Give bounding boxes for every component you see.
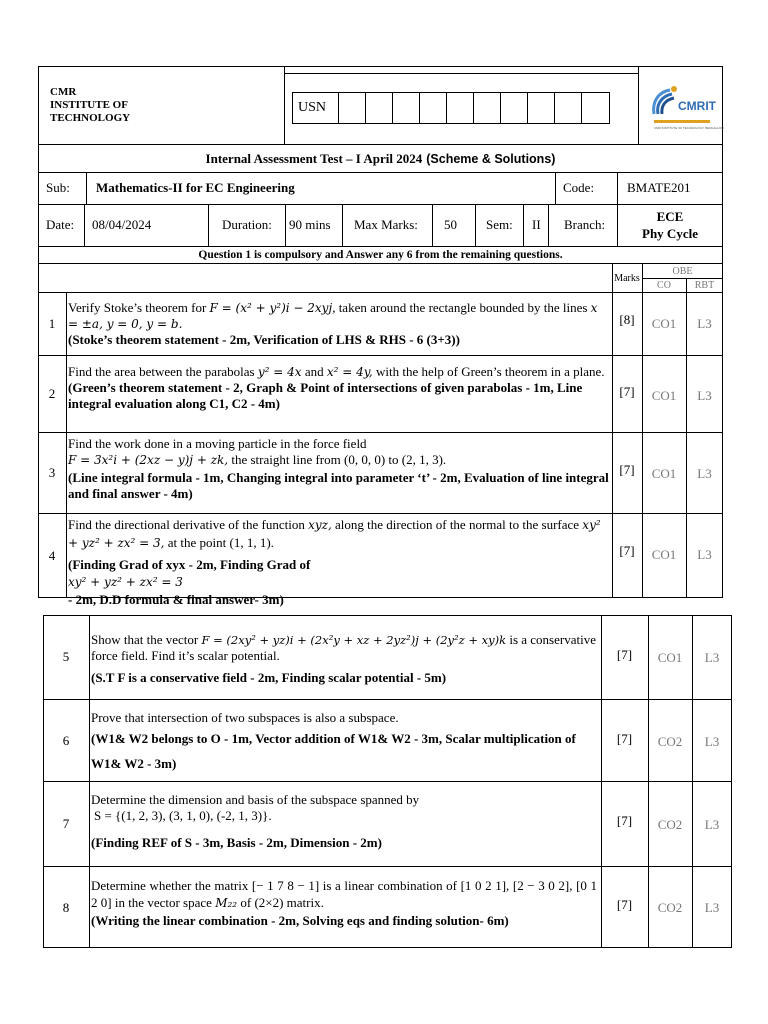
question-math: F = (2xy² + yz)i + (2x²y + xz + 2yz²)j + (2y²z + xy)k: [201, 633, 507, 647]
question-math: xyz,: [308, 518, 332, 532]
question-co: CO2: [657, 734, 683, 749]
question-co: CO1: [651, 388, 677, 403]
question-number: 6: [62, 732, 70, 748]
svg-text:CMR INSTITUTE OF TECHNOLOGY, B: CMR INSTITUTE OF TECHNOLOGY, BENGALURU: [654, 126, 724, 130]
question-math: M₂₂: [215, 896, 238, 910]
marking-scheme: (Finding REF of S - 3m, Basis - 2m, Dimension - 2m): [91, 835, 382, 850]
question-number: 3: [48, 465, 56, 480]
institute-line: CMR: [50, 86, 77, 98]
sub-label: Sub:: [46, 180, 70, 195]
question-math: F = 3x²i + (2xz − y)j + zk,: [68, 453, 229, 467]
code-label: Code:: [563, 180, 595, 195]
question-text: Determine whether the matrix [− 1 7 8 − 1] is a linear combination of [1 0 2 1], [2 − 3 0 2], [0 1 2 0] in the vector space M₂₂ of (2×2) matrix. (Writing the linear combination - 2m, Solving eqs and finding solution- 6m): [91, 878, 597, 928]
question-marks: [7]: [616, 731, 633, 746]
question-math: y² = 4x: [257, 365, 302, 379]
question-text: Verify Stoke’s theorem for F = (x² + y²)i − 2xyj, taken around the rectangle bounded by the lines x = ±a, y = 0, y = b. (Stoke’s theorem statement - 2m, Verification of LHS & RHS - 6 (3+3)): [68, 300, 611, 348]
question-text: Find the work done in a moving particle in the force field F = 3x²i + (2xz − y)j + zk, the straight line from (0, 0, 0) to (2, 1, 3). (Line integral formula - 1m, Changing integral into parameter ‘t’ - 2m, Evaluation of line integral and final answer - 4m): [68, 436, 611, 502]
date-value: 08/04/2024: [92, 217, 152, 232]
question-co: CO1: [651, 316, 677, 331]
marking-scheme: (Finding Grad of xyx - 2m, Finding Grad of: [68, 557, 311, 572]
usn-box: [292, 92, 610, 124]
question-marks: [8]: [619, 312, 635, 327]
question-co: CO2: [657, 817, 683, 832]
branch-value: [617, 208, 723, 242]
question-number: 8: [62, 899, 70, 915]
subject-name: Mathematics-II for EC Engineering: [96, 180, 295, 195]
institute-name: [50, 86, 130, 125]
question-rbt: L3: [697, 547, 712, 562]
marking-scheme: (Line integral formula - 1m, Changing integral into parameter ‘t’ - 2m, Evaluation of line integral and final answer - 4m): [68, 470, 609, 501]
test-title-suffix: (Scheme & Solutions): [426, 151, 556, 166]
question-math: xy² + yz² + zx² = 3,: [68, 518, 601, 550]
question-number: 5: [62, 649, 70, 664]
duration-value: 90 mins: [289, 217, 331, 232]
marking-scheme: (Stoke’s theorem statement - 2m, Verification of LHS & RHS - 6 (3+3)): [68, 332, 460, 347]
question-marks: [7]: [616, 813, 633, 828]
obe-column-header: OBE: [672, 265, 693, 277]
question-co: CO1: [651, 466, 677, 481]
question-number: 1: [48, 316, 56, 331]
institute-line: INSTITUTE OF: [50, 99, 128, 111]
duration-label: Duration:: [222, 217, 272, 232]
question-marks: [7]: [619, 543, 635, 558]
sem-label: Sem:: [486, 217, 513, 232]
question-math: x² = 4y,: [326, 365, 373, 379]
cmrit-logo: [644, 80, 724, 134]
instruction: Question 1 is compulsory and Answer any 6 from the remaining questions.: [198, 249, 563, 261]
question-rbt: L3: [704, 900, 720, 915]
question-co: CO1: [651, 547, 677, 562]
question-rbt: L3: [704, 734, 720, 749]
marking-scheme: (S.T F is a conservative field - 2m, Finding scalar potential - 5m): [91, 670, 447, 685]
branch-line: ECE: [656, 209, 684, 224]
question-marks: [7]: [619, 462, 635, 477]
cmrit-logo-icon: [644, 80, 724, 134]
svg-text:CMRIT: CMRIT: [678, 99, 716, 113]
question-rbt: L3: [697, 388, 712, 403]
question-marks: [7]: [619, 384, 635, 399]
test-title: [38, 145, 723, 172]
question-text: Prove that intersection of two subspaces is also a subspace. (W1& W2 belongs to O - 1m, Vector addition of W1& W2 - 3m, Scalar multiplication of W1& W2 - 3m): [91, 710, 601, 776]
sem-value: II: [532, 217, 541, 232]
date-label: Date:: [46, 217, 75, 232]
question-number: 4: [48, 548, 56, 563]
branch-label: Branch:: [564, 217, 606, 232]
rbt-column-header: RBT: [694, 280, 715, 291]
marking-scheme: (Writing the linear combination - 2m, Solving eqs and finding solution- 6m): [91, 913, 509, 928]
question-rbt: L3: [704, 817, 720, 832]
marking-scheme: (Green’s theorem statement - 2, Graph & Point of intersections of given parabolas - 1m, Line integral evaluation along C1, C2 - 4m): [68, 380, 583, 411]
question-text: Find the directional derivative of the function xyz, along the direction of the normal to the surface xy² + yz² + zx² = 3, at the point (1, 1, 1). (Finding Grad of xyx - 2m, Finding Grad of xy² + yz² + zx² = 3 - 2m, D.D formula & final answer- 3m): [68, 516, 611, 608]
question-rbt: L3: [697, 316, 712, 331]
question-marks: [7]: [616, 897, 633, 912]
max-marks-value: 50: [444, 217, 457, 232]
usn-label: USN: [298, 100, 327, 115]
question-rbt: L3: [704, 650, 720, 665]
question-text: Show that the vector F = (2xy² + yz)i + (2x²y + xz + 2yz²)j + (2y²z + xy)k is a conservative force field. Find it’s scalar potential. (S.T F is a conservative field - 2m, Finding scalar potential - 5m): [91, 632, 599, 686]
question-co: CO2: [657, 900, 683, 915]
question-marks: [7]: [616, 647, 633, 662]
question-number: 2: [48, 386, 56, 401]
question-math: x = ±a, y = 0, y = b.: [68, 301, 598, 331]
branch-line: Phy Cycle: [642, 226, 698, 241]
test-title-main: Internal Assessment Test – I April 2024: [205, 150, 423, 166]
marking-scheme: - 2m, D.D formula & final answer- 3m): [68, 592, 284, 607]
code-value: BMATE201: [627, 180, 691, 195]
co-column-header: CO: [657, 280, 671, 291]
question-text: Find the area between the parabolas y² = 4x and x² = 4y, with the help of Green’s theorem in a plane. (Green’s theorem statement - 2, Graph & Point of intersections of given parabolas - 1m, Line integral evaluation along C1, C2 - 4m): [68, 364, 611, 412]
question-text: Determine the dimension and basis of the subspace spanned by S = {(1, 2, 3), (3, 1, 0), (-2, 1, 3)}. (Finding REF of S - 3m, Basis - 2m, Dimension - 2m): [91, 792, 599, 851]
question-number: 7: [62, 816, 70, 831]
question-math: xy² + yz² + zx² = 3: [68, 575, 183, 589]
question-rbt: L3: [697, 466, 712, 481]
institute-line: TECHNOLOGY: [50, 112, 131, 124]
marking-scheme: (W1& W2 belongs to O - 1m, Vector addition of W1& W2 - 3m, Scalar multiplication of W1& W2 - 3m): [91, 731, 576, 771]
marks-column-header: Marks: [614, 272, 640, 284]
max-marks-label: Max Marks:: [354, 217, 418, 232]
question-math: F = (x² + y²)i − 2xyj: [209, 301, 333, 315]
question-co: CO1: [657, 650, 683, 665]
